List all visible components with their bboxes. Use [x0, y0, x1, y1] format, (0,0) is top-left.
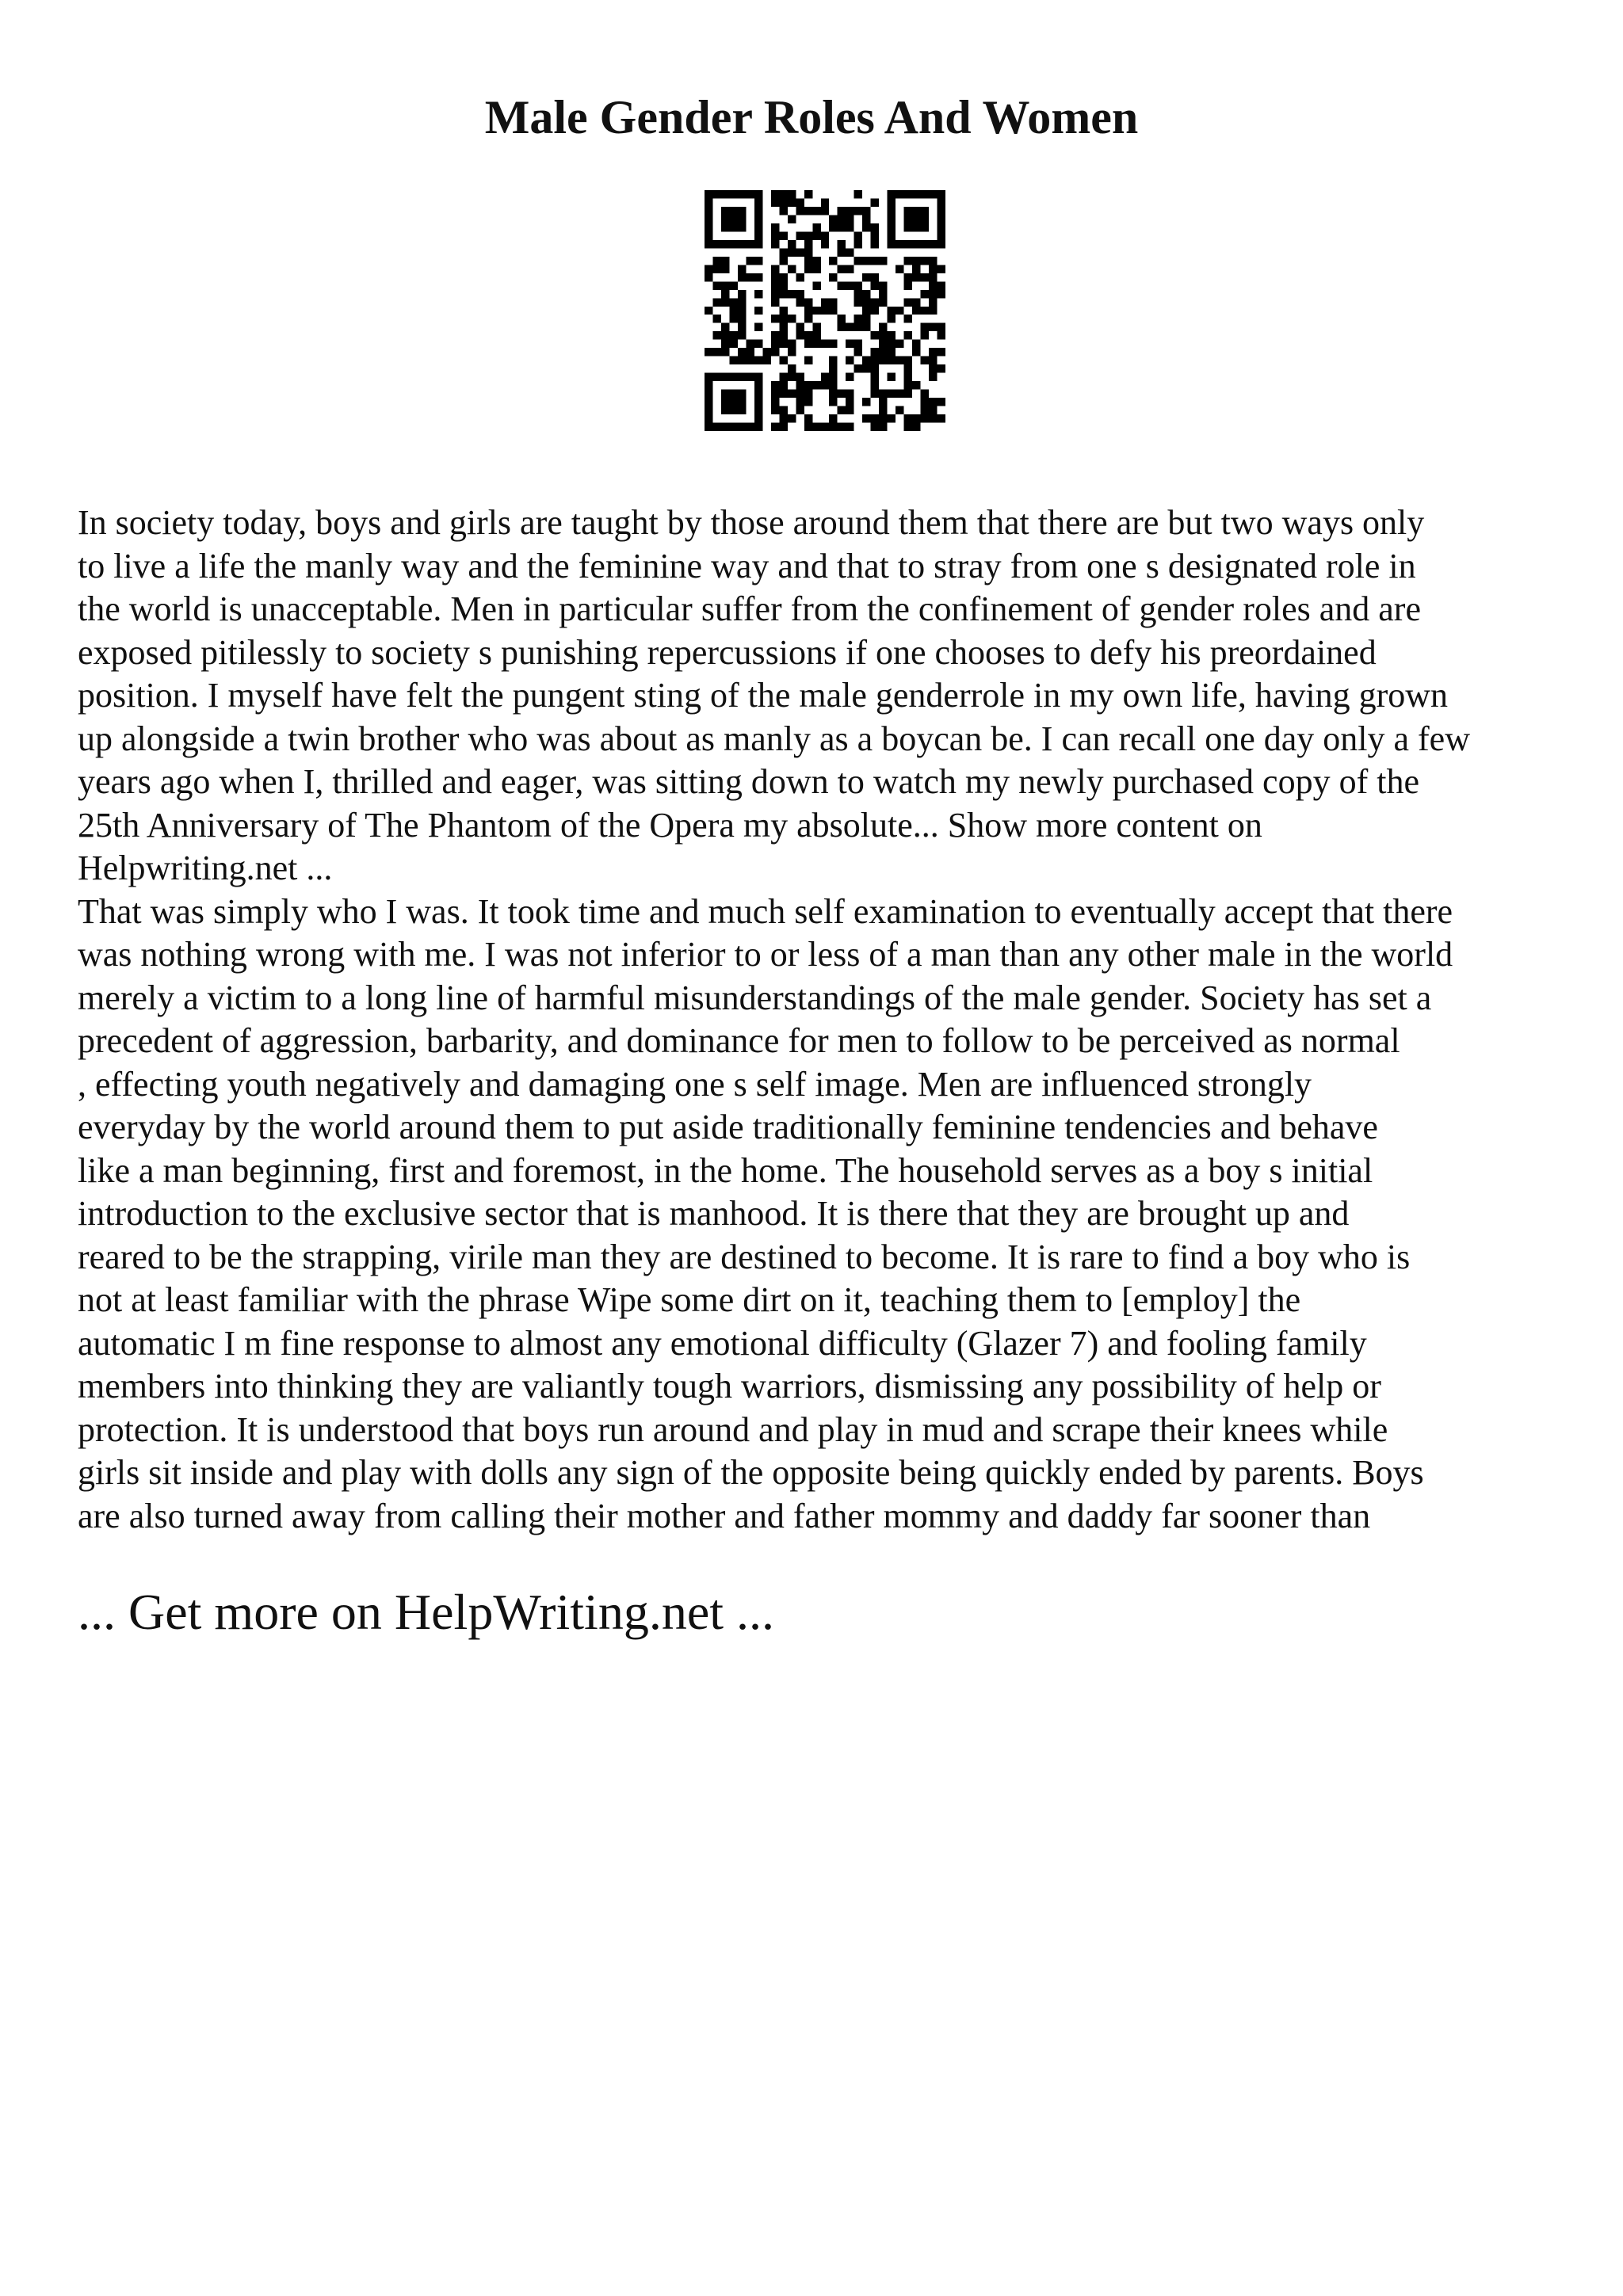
body-text	[78, 502, 1568, 1538]
body-line: Helpwriting.net ...	[78, 849, 333, 887]
body-line: everyday by the world around them to put aside traditionally feminine tendencies and behave	[78, 1108, 1378, 1146]
body-line: girls sit inside and play with dolls any sign of the opposite being quickly ended by parents. Boys	[78, 1453, 1424, 1492]
body-line: the world is unacceptable. Men in particular suffer from the confinement of gender roles and are	[78, 589, 1421, 628]
body-line: members into thinking they are valiantly tough warriors, dismissing any possibility of help or	[78, 1367, 1381, 1405]
body-line: are also turned away from calling their mother and father mommy and daddy far sooner than	[78, 1496, 1371, 1535]
body-line: to live a life the manly way and the feminine way and that to stray from one s designated role in	[78, 546, 1416, 585]
body-line: 25th Anniversary of The Phantom of the Opera my absolute... Show more content on	[78, 805, 1262, 845]
body-line: position. I myself have felt the pungent sting of the male genderrole in my own life, having grown	[78, 676, 1449, 715]
qr-code-icon[interactable]	[705, 190, 945, 431]
page-title: Male Gender Roles And Women	[484, 91, 1139, 143]
body-line: protection. It is understood that boys run around and play in mud and scrape their knees while	[78, 1409, 1388, 1449]
body-line: years ago when I, thrilled and eager, was sitting down to watch my newly purchased copy of the	[78, 762, 1419, 801]
body-line: not at least familiar with the phrase Wipe some dirt on it, teaching them to [employ] the	[78, 1280, 1301, 1319]
body-line: up alongside a twin brother who was about as manly as a boycan be. I can recall one day only a few	[78, 719, 1470, 758]
body-line: That was simply who I was. It took time and much self examination to eventually accept that there	[78, 891, 1453, 931]
body-line: exposed pitilessly to society s punishing repercussions if one chooses to defy his preordained	[78, 632, 1377, 672]
get-more-link[interactable]: ... Get more on HelpWriting.net ...	[78, 1584, 774, 1640]
body-line: , effecting youth negatively and damaging one s self image. Men are influenced strongly	[78, 1064, 1312, 1104]
body-line: automatic I m fine response to almost any emotional difficulty (Glazer 7) and fooling family	[78, 1323, 1367, 1363]
body-line: reared to be the strapping, virile man they are destined to become. It is rare to find a boy who is	[78, 1237, 1411, 1276]
body-line: was nothing wrong with me. I was not inferior to or less of a man than any other male in the world	[78, 935, 1453, 974]
body-line: like a man beginning, first and foremost, in the home. The household serves as a boy s initial	[78, 1150, 1373, 1190]
body-line: introduction to the exclusive sector that is manhood. It is there that they are brought up and	[78, 1194, 1350, 1233]
body-line: merely a victim to a long line of harmful misunderstandings of the male gender. Society has set a	[78, 978, 1432, 1017]
body-line: In society today, boys and girls are taught by those around them that there are but two ways only	[78, 503, 1425, 542]
body-line: precedent of aggression, barbarity, and dominance for men to follow to be perceived as normal	[78, 1021, 1400, 1060]
